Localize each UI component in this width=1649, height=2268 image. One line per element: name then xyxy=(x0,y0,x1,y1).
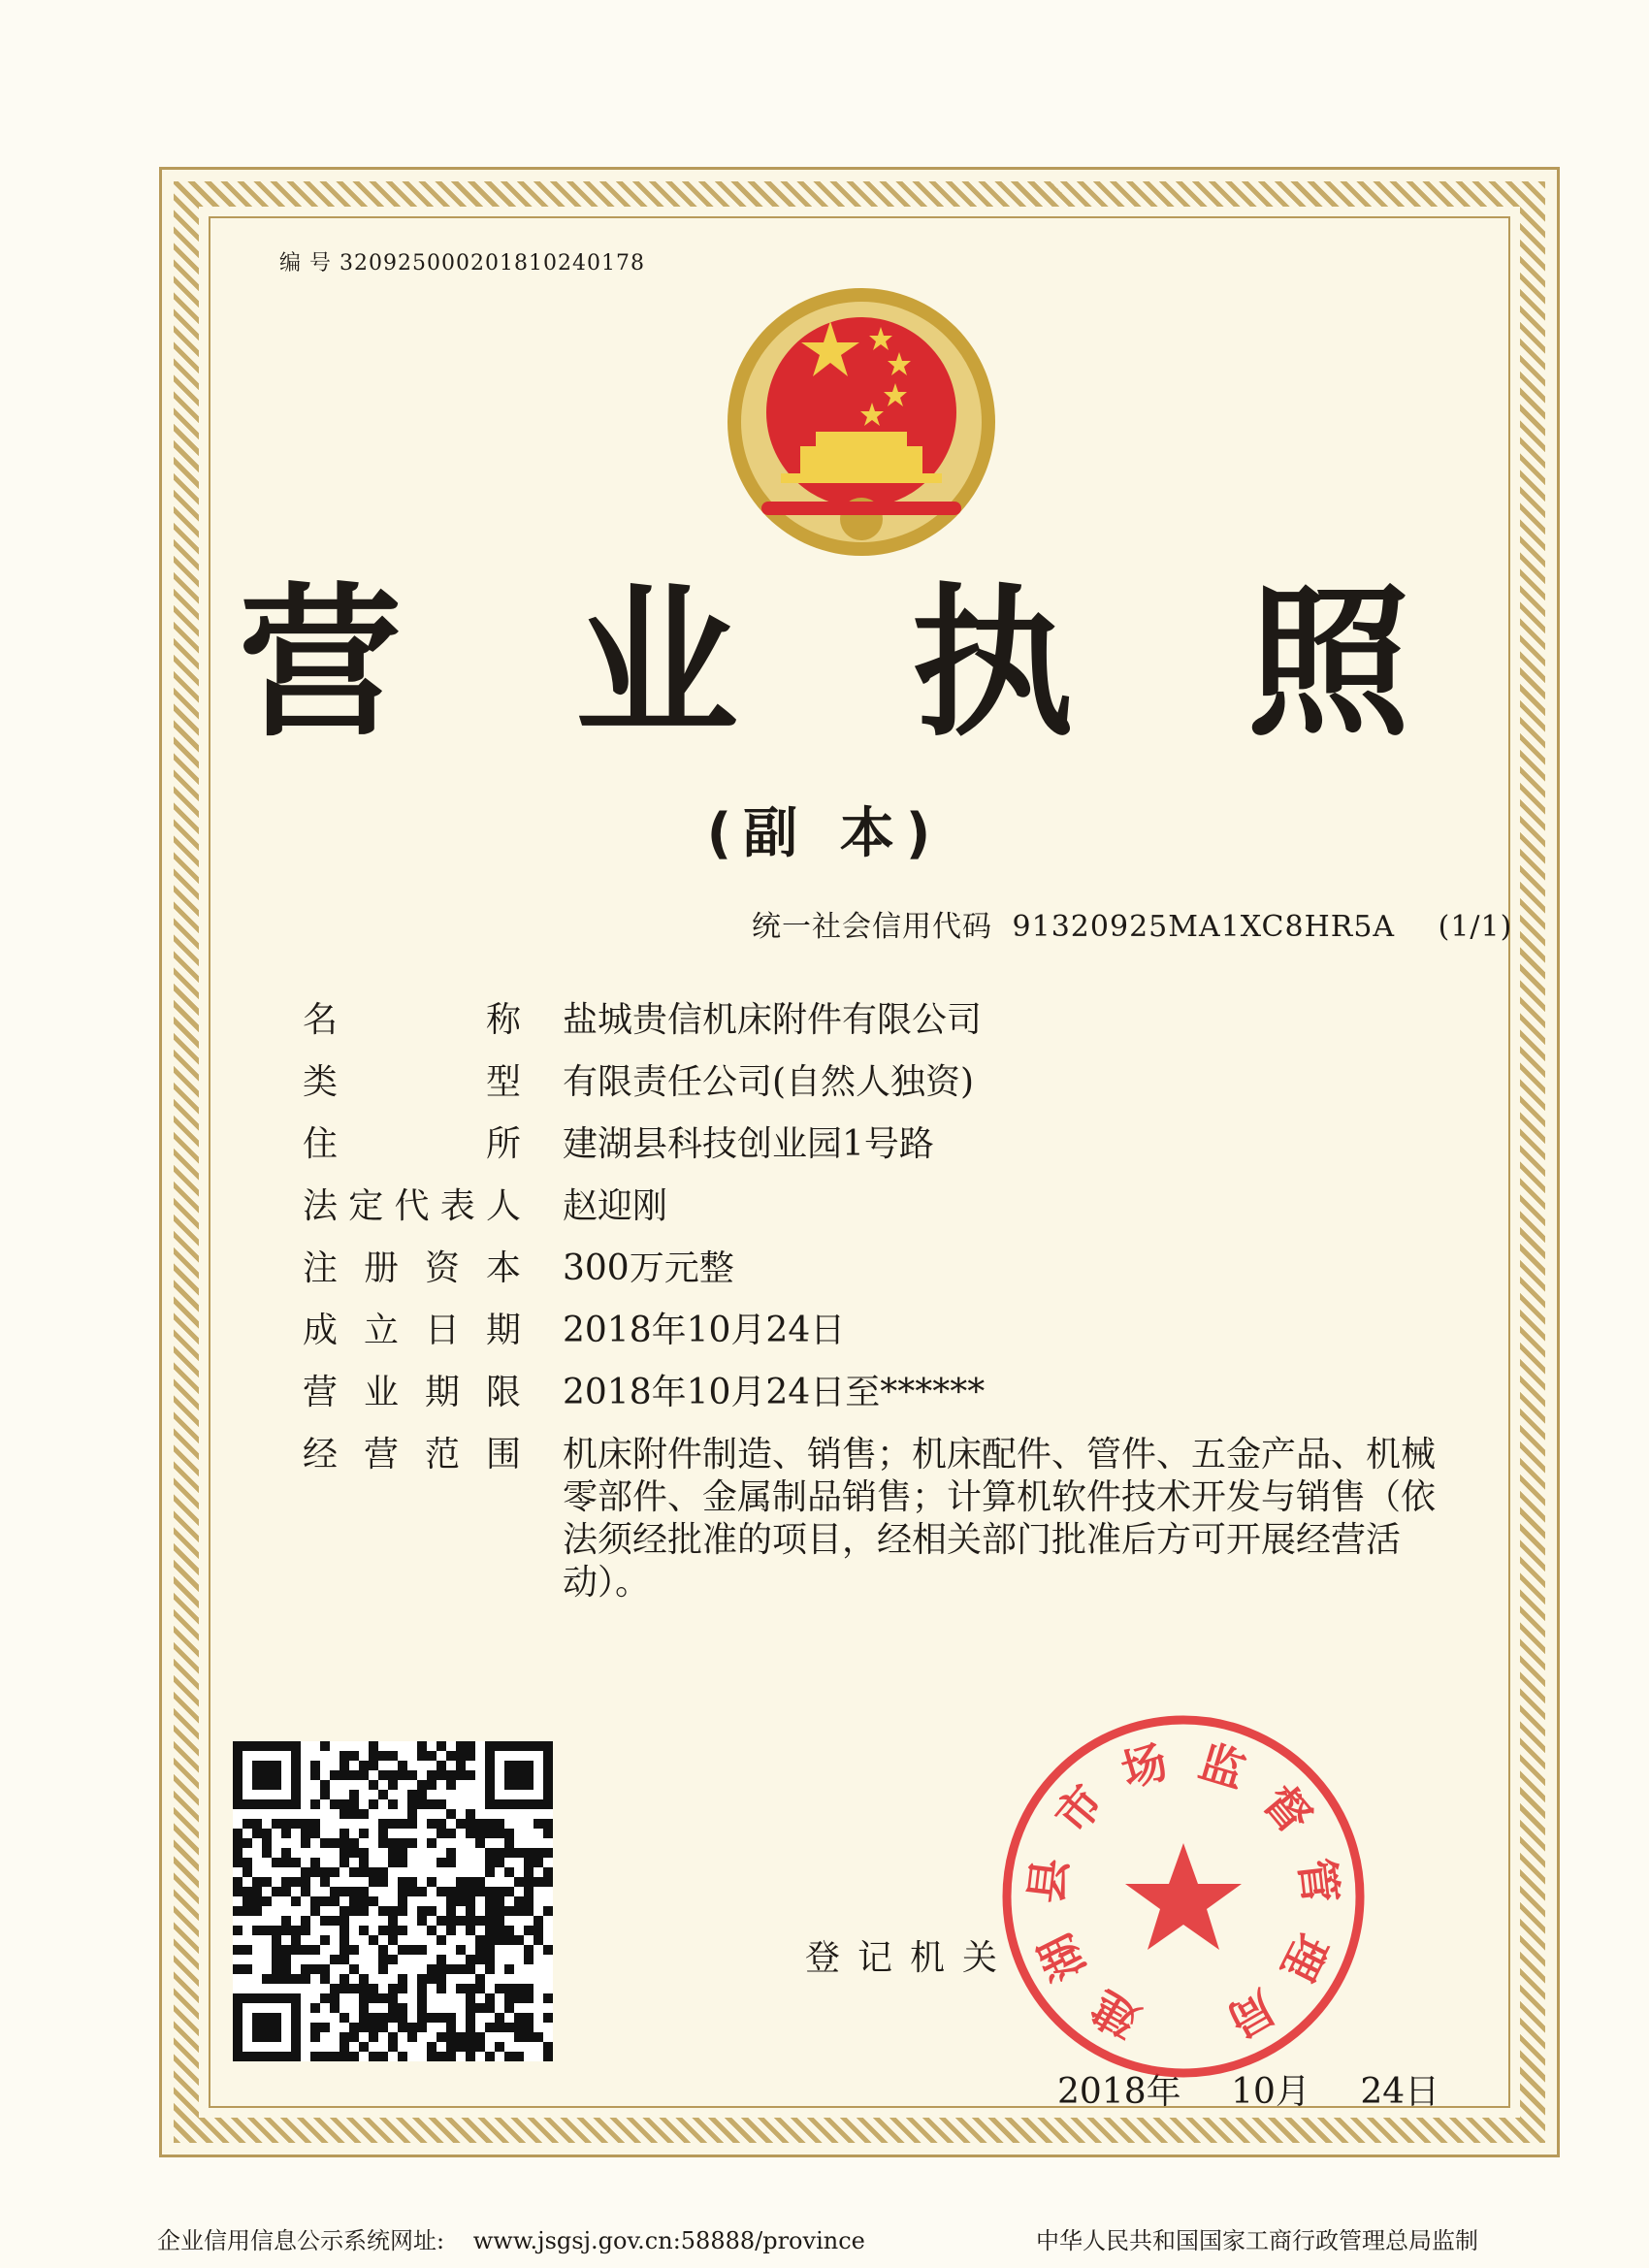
svg-text:场: 场 xyxy=(1116,1734,1174,1798)
registration-authority-label: 登记机关 xyxy=(805,1938,1016,1978)
field-type xyxy=(303,1061,1476,1103)
field-value: 2018年10月24日至****** xyxy=(563,1373,986,1412)
page-indicator: (1/1) xyxy=(1438,910,1513,944)
field-value: 盐城贵信机床附件有限公司 xyxy=(563,1000,983,1040)
field-label: 经 营 范 围 xyxy=(303,1435,521,1474)
field-value: 赵迎刚 xyxy=(563,1186,668,1226)
field-value: 机床附件制造、销售；机床配件、管件、五金产品、机械零部件、金属制品销售；计算机软件技术开发与销售（依法须经批准的项目，经相关部门批准后方可开展经营活动）。 xyxy=(563,1435,1437,1603)
svg-text:局: 局 xyxy=(1218,1980,1284,2049)
credit-code-label: 统一社会信用代码 xyxy=(752,910,992,944)
field-label: 成 立 日 期 xyxy=(303,1311,521,1350)
document-subtitle: (副 本) xyxy=(706,802,943,865)
field-legal-representative xyxy=(303,1185,1476,1227)
footer-supervisor: 中华人民共和国国家工商行政管理总局监制 xyxy=(1036,2227,1478,2254)
qr-code-icon[interactable] xyxy=(233,1741,553,2061)
footer-website-url[interactable]: www.jsgsj.gov.cn:58888/province xyxy=(472,2227,865,2254)
field-label: 注 册 资 本 xyxy=(303,1248,521,1288)
field-address xyxy=(303,1123,1476,1165)
official-seal-icon xyxy=(994,1707,1373,2086)
issue-month: 10月 xyxy=(1231,2072,1310,2112)
footer-website xyxy=(157,2221,865,2255)
serial-value: 320925000201810240178 xyxy=(340,251,645,275)
field-establish-date xyxy=(303,1310,1476,1351)
svg-text:县: 县 xyxy=(1019,1855,1078,1906)
field-label: 名 称 xyxy=(303,1000,521,1040)
field-value: 300万元整 xyxy=(563,1248,734,1288)
document-title: 营 业 执 照 xyxy=(239,568,1469,759)
field-registered-capital xyxy=(303,1247,1476,1289)
field-value: 有限责任公司(自然人独资) xyxy=(563,1062,975,1102)
issue-day: 24日 xyxy=(1360,2072,1440,2112)
field-business-term xyxy=(303,1372,1476,1413)
svg-text:督: 督 xyxy=(1252,1775,1322,1843)
field-label: 住 所 xyxy=(303,1124,521,1164)
field-label: 法 定 代 表 人 xyxy=(303,1186,521,1226)
footer-website-label: 企业信用信息公示系统网址: xyxy=(157,2227,445,2254)
registration-fields xyxy=(303,999,1476,1625)
issue-year: 2018年 xyxy=(1057,2072,1181,2112)
field-label: 类 型 xyxy=(303,1062,521,1102)
field-value: 建湖县科技创业园1号路 xyxy=(563,1124,934,1164)
field-value: 2018年10月24日 xyxy=(563,1311,846,1350)
field-name xyxy=(303,999,1476,1041)
serial-label: 编 号 xyxy=(279,251,332,275)
serial-number xyxy=(279,246,645,276)
field-label: 营 业 期 限 xyxy=(303,1373,521,1412)
svg-text:监: 监 xyxy=(1193,1734,1251,1798)
svg-text:理: 理 xyxy=(1271,1926,1339,1990)
svg-text:湖: 湖 xyxy=(1028,1926,1096,1990)
svg-text:建: 建 xyxy=(1083,1980,1148,2049)
credit-code-line xyxy=(752,902,1512,945)
svg-text:管: 管 xyxy=(1289,1855,1347,1906)
field-business-scope xyxy=(303,1434,1476,1604)
credit-code-value: 91320925MA1XC8HR5A xyxy=(1012,910,1396,944)
national-emblem-icon xyxy=(723,276,1000,567)
svg-text:市: 市 xyxy=(1045,1775,1115,1843)
